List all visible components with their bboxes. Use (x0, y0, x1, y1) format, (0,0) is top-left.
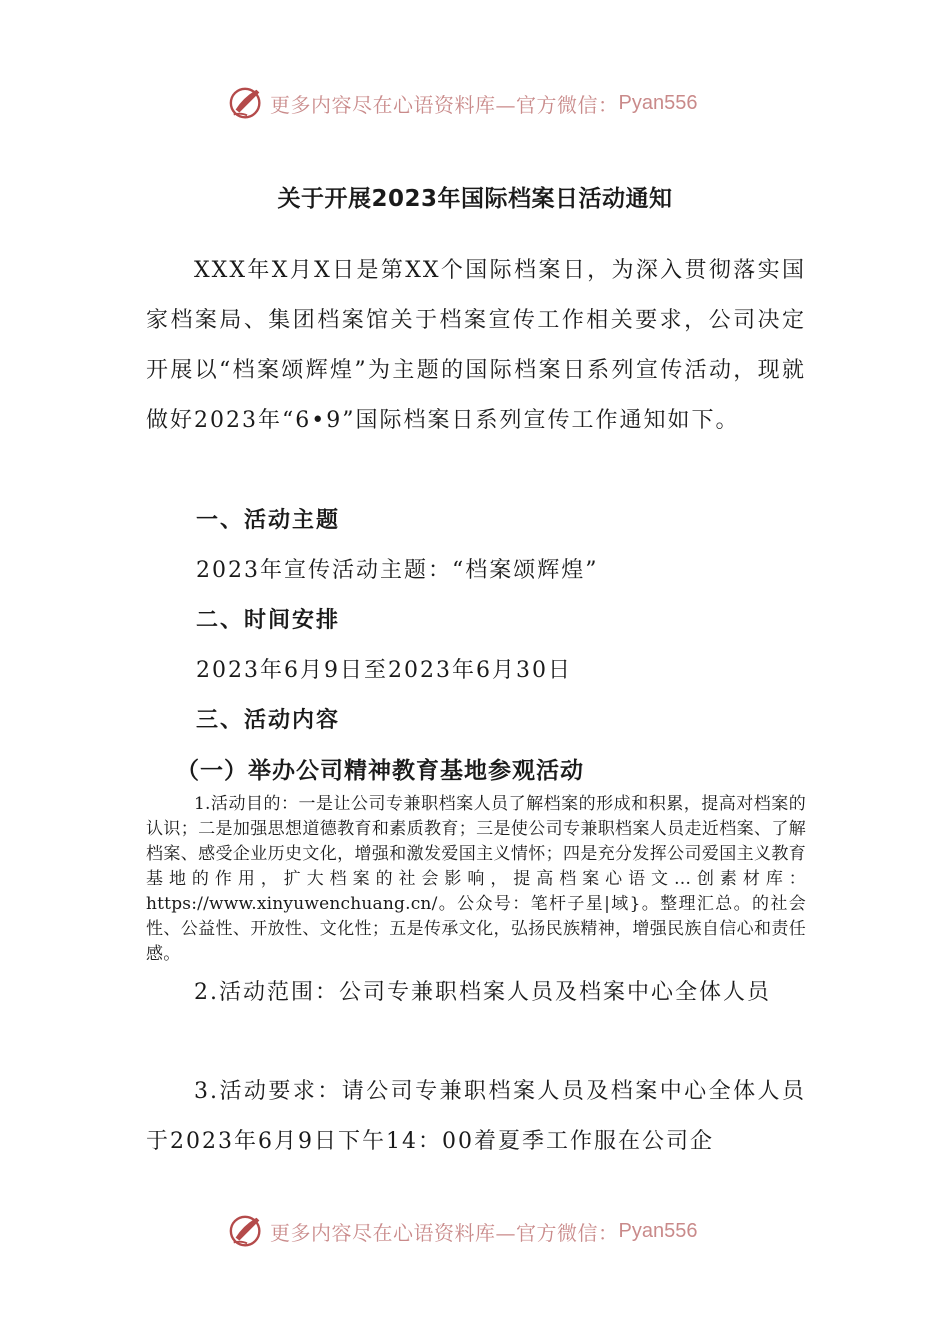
theme-text: 2023年宣传活动主题：“档案颂辉煌” (196, 558, 599, 583)
pen-logo-icon (228, 1212, 266, 1250)
watermark-text: 更多内容尽在心语资料库—官方微信： (270, 92, 619, 117)
section-heading-content: 三、活动内容 (196, 708, 341, 733)
schedule-text: 2023年6月9日至2023年6月30日 (196, 658, 572, 683)
section-heading-schedule: 二、时间安排 (196, 608, 341, 633)
pen-logo-icon (228, 84, 266, 122)
watermark-wechat-id: Pyan556 (618, 91, 698, 114)
watermark-text: 更多内容尽在心语资料库—官方微信： (270, 1220, 619, 1245)
item-purpose: 1.活动目的：一是让公司专兼职档案人员了解档案的形成和积累，提高对档案的认识；二是加强思想道德教育和素质教育；三是使公司专兼职档案人员走近档案、了解档案、感受企业历史文化，增强和激发爱国主义情怀；四是充分发挥公司爱国主义教育基地的作用，扩大档案的社会影响，提高档案心语文…创素材库：https://www.xinyuwenchuang.cn/。公众号：笔杆子星|域}。整理汇总。的社会性、公益性、开放性、文化性；五是传承文化，弘扬民族精神，增强民族自信心和责任感。 (146, 794, 806, 964)
document-title: 关于开展2023年国际档案日活动通知 (277, 186, 673, 212)
item-requirements: 3.活动要求：请公司专兼职档案人员及档案中心全体人员于2023年6月9日下午14：00着夏季工作服在公司企 (146, 1079, 806, 1154)
item-scope: 2.活动范围：公司专兼职档案人员及档案中心全体人员 (194, 980, 771, 1005)
subsection-heading-visit: （一）举办公司精神教育基地参观活动 (176, 758, 584, 784)
watermark-header (228, 83, 697, 123)
section-heading-theme: 一、活动主题 (196, 508, 341, 533)
intro-paragraph: XXX年X月X日是第XX个国际档案日，为深入贯彻落实国家档案局、集团档案馆关于档案宣传工作相关要求，公司决定开展以“档案颂辉煌”为主题的国际档案日系列宣传活动，现就做好2023年“6•9”国际档案日系列宣传工作通知如下。 (146, 258, 806, 433)
watermark-footer (228, 1211, 697, 1251)
watermark-wechat-id: Pyan556 (618, 1219, 698, 1242)
